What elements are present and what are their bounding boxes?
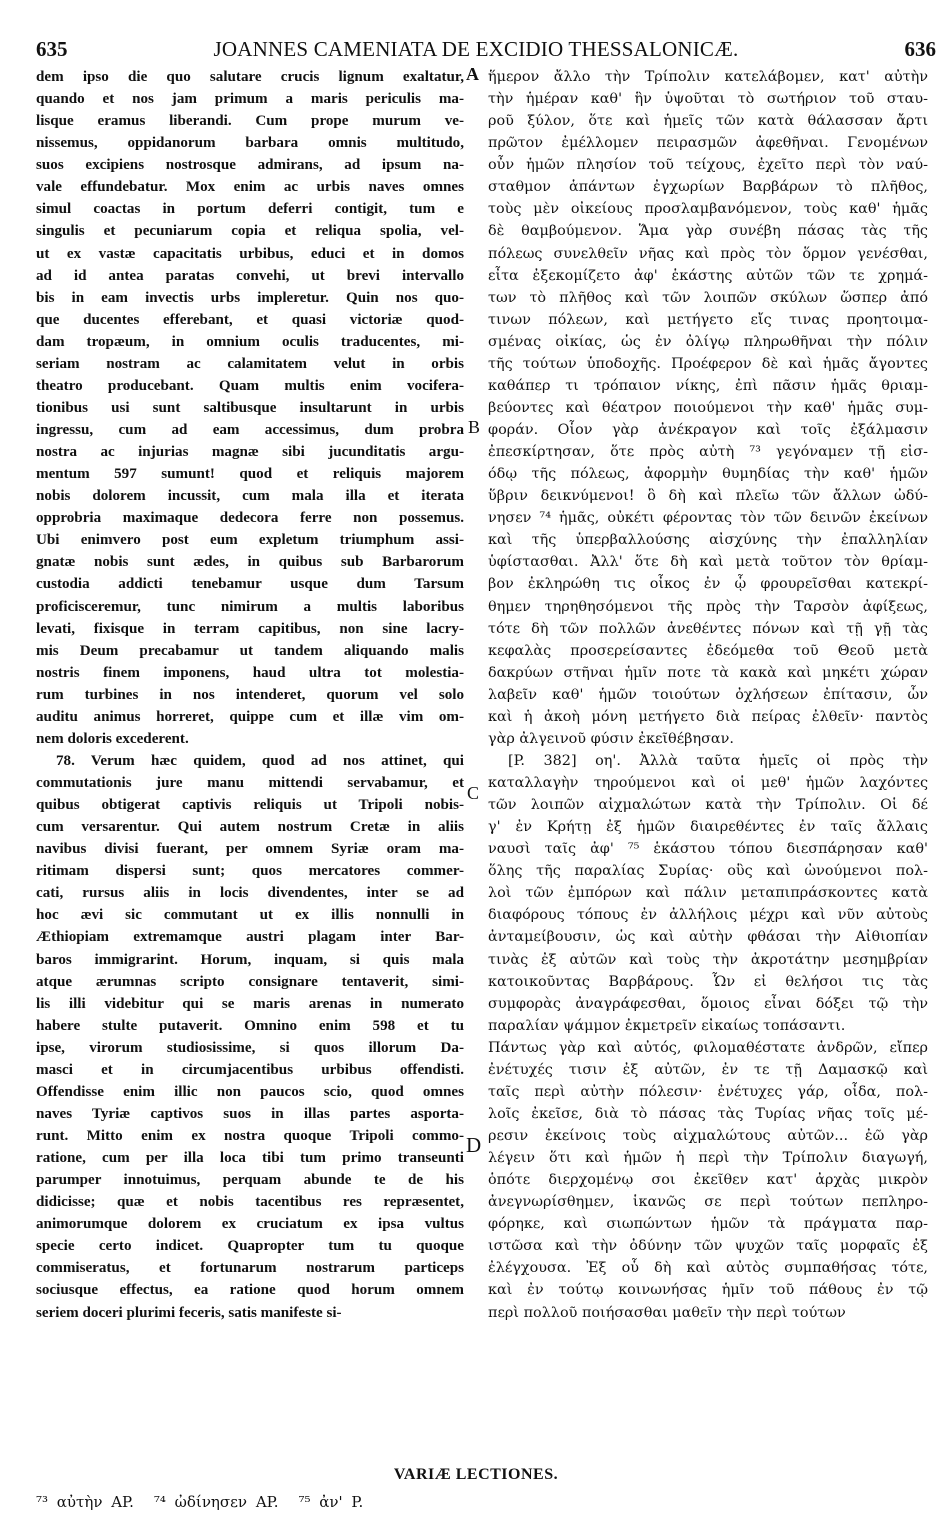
text-line: seriem doceri plurimi feceris, satis manifeste si- xyxy=(36,1304,342,1321)
text-line: τότε δὴ τῶν πολλῶν ἀνεθέντες πόνων καὶ τῇ γῇ τὰς xyxy=(488,620,928,637)
text-line: κεφαλὰς προσερείσαντες ἐδεόμεθα τοῦ Θεοῦ μετὰ xyxy=(488,642,928,659)
text-line: γὰρ ἀλγεινοῦ φύσιν ἐκεῖθέβησαν. xyxy=(488,730,734,747)
text-line: Πάντως γὰρ καὶ αὐτός, φιλομαθέστατε ἀνδρῶν, εἴπερ xyxy=(488,1039,928,1056)
text-line: περὶ πολλοῦ ποιήσασθαι μαθεῖν τὴν περὶ τούτων xyxy=(488,1304,846,1321)
text-line: dam tropæum, in omnium oculis traducentes, mi- xyxy=(36,333,464,350)
text-line: ritimam dispersi sunt; quos mercatores commer- xyxy=(36,863,464,880)
text-line: πρῶτον ἐμέλλομεν πειρασμῶν ἀφεθῆναι. Γενομένων xyxy=(488,135,928,152)
text-line: ιστῶσα καὶ τὴν ὀδύνην τῶν ψυχῶν ταῖς μορφαῖς ἐξ xyxy=(488,1238,928,1255)
text-line: φόρηκε, καὶ σιωπώντων ἡμῶν τὰ πράγματα παρ- xyxy=(488,1216,928,1233)
text-line: ἀνταμείβουσιν, ὡς καὶ αὐτὴν φθάσαι τὴν Αἰθιοπίαν xyxy=(488,929,928,946)
text-line: ὑφίστασθαι. Ἀλλ' ὅτε δὴ καὶ μετὰ τοῦτον τὸν θρίαμ- xyxy=(488,554,928,571)
section-marker-b: B xyxy=(468,417,481,437)
text-line: proficisceremur, tunc nimirum a multis laboribus xyxy=(36,598,464,615)
text-line: πόλεως συνελθεῖν νῆας καὶ πρὸς τὸν ὅρμον γενέσθαι, xyxy=(488,245,928,262)
text-line: commutationis jure manu mittendi servabamur, et xyxy=(36,775,464,791)
text-line: βεύοντες καὶ θέατρον ποιούμενοι τὴν καθ' ἡμᾶς συμ- xyxy=(488,399,928,416)
page-number-left: 635 xyxy=(36,37,68,61)
running-header xyxy=(0,34,952,64)
variae-lectiones-heading: VARIÆ LECTIONES. xyxy=(393,1466,559,1483)
text-line: nostra ac injurias magnæ sibi jucunditatis argu- xyxy=(36,444,464,461)
text-line: καταλλαγὴν τηρούμενοι καὶ οἱ μεθ' ἡμῶν λαχόντες xyxy=(488,775,928,791)
text-line: gnatæ nobis sunt ædes, in quibus sub Barbarorum xyxy=(36,554,464,571)
text-line: nissemus, oppidanorum barbara omnis multitudo, xyxy=(36,135,464,152)
text-line: nostris finem imponens, haud ultra tot molestia- xyxy=(36,664,464,681)
text-line: animorumque dolorem ex cruciatum ex ipsa vultus xyxy=(36,1216,464,1233)
text-line: καθάπερ τι τρόπαιον νίκης, ἐπὶ πᾶσιν ἡμᾶς θριαμ- xyxy=(488,377,928,394)
text-line: baros immigrarint. Horum, inquam, si quis mala xyxy=(36,951,464,968)
text-line: lis illi videbitur qui se maris arenas in numerato xyxy=(36,995,464,1012)
text-line: ρεσιν ἐκείνοις τοὺς αἰχμαλώτους αὐτῶν... ἐῶ γὰρ xyxy=(488,1128,928,1144)
running-title: JOANNES CAMENIATA DE EXCIDIO THESSALONICÆ. xyxy=(213,37,739,61)
text-line: habere stulte putaverit. Omnino enim 598 et tu xyxy=(36,1017,464,1034)
text-line: mentum 597 sumunt! quod et reliquis majorem xyxy=(36,466,464,483)
text-line: nobis dolorem incussit, cum mala illa et iterata xyxy=(36,488,464,505)
text-line: θημεν τηρηθησόμενοι τῆς πρὸς τὴν Ταρσὸν ἀφίξεως, xyxy=(488,598,928,615)
text-line: quando et nos jam primum a maris periculis ma- xyxy=(36,91,464,108)
text-line: δὲ θαμβούμενον. Ἅμα γὰρ συνέβη πάσας τὰς τῆς xyxy=(488,223,928,240)
text-line: καὶ ἐν τούτῳ κοινωνήσας ἡμῖν τοῦ πάθους ἐν τῷ xyxy=(488,1282,928,1299)
text-line: mis Deum precabamur ut tandem aliquando malis xyxy=(36,642,464,659)
text-line: εἶτα ἐξεκομίζετο ἀφ' ἑκάστης αὐτῶν τῶν τε χρημά- xyxy=(488,267,928,284)
text-line: que ducentes efferebant, et quasi victoriæ quod- xyxy=(36,311,464,328)
page-number-right: 636 xyxy=(904,37,936,61)
text-line: lisque eramus liberandi. Cum prope murum ve- xyxy=(36,113,464,130)
text-line: ὁπότε διερχομένῳ σοι ἐκεῖθεν κατ' ἀρχὰς μικρὸν xyxy=(488,1172,928,1189)
text-line: σταθμον ἁπάντων ἐγχωρίων Βαρβάρων τὸ πλῆθος, xyxy=(488,179,928,196)
text-line: συμφορὰς ἀναγράφεσθαι, ὅμοιος εἶναι δόξει τῷ τὴν xyxy=(488,995,928,1012)
text-line: custodia addicti tenebamur usque dum Tarsum xyxy=(36,576,464,593)
text-line: seriam nostram ac calamitatem velut in orbis xyxy=(36,355,464,372)
text-line: λέγειν ὅτι καὶ ἡμῶν ἡ περὶ τὴν Τρίπολιν διαγωγή, xyxy=(488,1150,928,1167)
text-line: τὴν ἡμέραν καθ' ἣν ὑψοῦται τὸ σωτήριον τοῦ σταυ- xyxy=(488,91,928,108)
section-marker-a: A xyxy=(466,64,479,84)
text-line: λοῖς ἐκεῖσε, διὰ τὸ πάσας τὰς Τυρίας νῆας τοῖς μέ- xyxy=(488,1105,928,1122)
text-line: ἐλέγχουσα. Ἐξ οὗ δὴ καὶ αὐτὸς συμπαθήσας τότε, xyxy=(488,1260,928,1277)
footnote: ⁷⁴ ὠδίνησεν AP. xyxy=(153,1493,279,1511)
text-line: σμένας οἰκίας, ὡς ἐν ὀλίγῳ πληρωθῆναι τὴν πόλιν xyxy=(488,333,928,350)
latin-column xyxy=(36,66,464,1324)
text-line: ταῖς περὶ αὐτὴν πόλεσιν· ἐνέτυχες γάρ, οἶδα, πολ- xyxy=(488,1083,928,1100)
text-line: cum versarentur. Qui autem nostrum Cretæ in aliis xyxy=(36,819,464,836)
text-line: cati, rursus aliis in locis divendentes, inter se ad xyxy=(36,885,464,902)
text-line: bis in eam invectis urbs impleretur. Quin nos quo- xyxy=(36,289,464,306)
text-line: hoc ævi sic commutant ut ex illis nonnulli in xyxy=(36,907,464,924)
text-line: singulis et pecuniarum copia et reliqua spolia, vel- xyxy=(36,223,464,240)
text-line: levati, fixisque in terram capitibus, non sine lacry- xyxy=(36,620,464,637)
text-line: νησεν ⁷⁴ ἡμᾶς, οὐκέτι φέροντας τὸν τῶν δεινῶν ἐκείνων xyxy=(488,510,928,527)
text-line: τοὺς μὲν οἰκείους προσλαμβανόμενον, τοὺς καθ' ἡμᾶς xyxy=(488,201,928,218)
text-line: ratione, cum per illa loca tibi tum primo transeunti xyxy=(36,1150,464,1167)
text-line: παραλίαν ψάμμον ἐκμετρεῖν εἰκαίως τοπάσαντι. xyxy=(488,1017,846,1034)
section-marker-c: C xyxy=(467,783,480,803)
text-line: theatro producebant. Quam multis enim vocifera- xyxy=(36,377,464,394)
text-line: των τὸ πλῆθος καὶ τῶν λοιπῶν σκύλων ὥσπερ ἀπό xyxy=(488,289,928,306)
text-line: Ubi enimvero post eum expletum triumphum assi- xyxy=(36,532,464,549)
text-line: nem doloris excederent. xyxy=(36,730,189,747)
text-line: masci et in circumjacentibus urbibus offendisti. xyxy=(36,1061,464,1078)
text-line: ingressu, cum ad eam accessimus, dum probra xyxy=(36,422,464,438)
text-line: ὅλης τῆς παραλίας Συρίας· οὓς καὶ ὠνούμενοι πολ- xyxy=(488,863,928,880)
text-line: didicisse; quæ et nobis tacentibus res repræsentet, xyxy=(36,1194,464,1211)
text-line: ipse, virorum studiosissime, si quos illorum Da- xyxy=(36,1039,464,1056)
text-line: runt. Mitto enim ex nostra quoque Tripoli commo- xyxy=(36,1128,464,1144)
greek-column xyxy=(488,66,928,1324)
text-line: commiseratus, et fortunarum nostrarum particeps xyxy=(36,1260,464,1277)
text-line: ἐπεσκίρτησαν, ὅτε πρὸς αὐτὴ ⁷³ γεγόναμεν τῇ εἰσ- xyxy=(488,444,928,461)
text-line: ὕβριν δεικνύμενοι! ὃ δὴ καὶ πλεῖω τῶν ἄλλων ὠδύ- xyxy=(488,488,928,505)
text-line: ροῦ ξύλον, ὅτε καὶ ἡμεῖς τῶν κατὰ θάλασσαν ἄρτι xyxy=(488,113,928,130)
footnote: ⁷⁵ ἀν' P. xyxy=(298,1493,364,1511)
footnotes xyxy=(36,1493,383,1511)
text-line: όδῳ τῆς πόλεως, ἀφορμὴν θυμηδίας τὴν καθ' ἡμῶν xyxy=(488,466,928,483)
text-line: parumper innotuimus, perquam abunde te de his xyxy=(36,1172,464,1189)
text-line: καὶ τῆς ὑπερβαλλούσης αἰσχύνης τὴν ἐπαλληλίαν xyxy=(488,532,928,549)
text-line: βον ἐκληρώθη τις οἶκος ἐν ᾧ φρουρεῖσθαι κατεκρί- xyxy=(488,576,928,593)
text-line: τινων πόλεων, καὶ μετήγετο εἴς τινας προητοιμα- xyxy=(488,311,928,328)
footnote: ⁷³ αὐτὴν AP. xyxy=(36,1493,134,1511)
text-line: rum turbines in nos intenderet, quorum vel solo xyxy=(36,686,464,703)
text-line: [P. 382] οη'. Ἀλλὰ ταῦτα ἡμεῖς οἱ πρὸς τὴν xyxy=(508,752,928,769)
text-line: Æthiopiam extremamque austri plagam inter Bar- xyxy=(36,929,464,946)
text-line: δακρύων στῆναι ἡμῖν ποτε τὰ κακὰ καὶ μηκέτι χώραν xyxy=(488,664,928,681)
text-line: simul coactas in portum deferri contigit, tum e xyxy=(36,201,464,218)
section-marker-d: D xyxy=(466,1133,482,1157)
text-line: διαφόρους τόπους ἐν ἀλλήλοις μέχρι καὶ νῦν αὐτοὺς xyxy=(488,907,928,924)
text-line: τῆς τούτων ὑποδοχῆς. Προέφερον δὲ καὶ ἡμᾶς ἄγοντες xyxy=(488,355,928,372)
text-line: ἥμερον ἄλλο τὴν Τρίπολιν κατελάβομεν, κατ' αὐτὴν xyxy=(488,69,928,85)
text-line: ναυσὶ ταῖς ἀφ' ⁷⁵ ἑκάστου τόπου διεσπάρησαν καθ' xyxy=(488,841,928,858)
text-line: tionibus usi sunt saltibusque insultarunt in urbis xyxy=(36,399,464,416)
text-line: οὖν ἡμῶν πλησίον τοῦ τείχους, ἐχεῖτο περὶ τὸν ναύ- xyxy=(488,157,928,174)
text-line: φοράν. Οἷον γὰρ ἀνέκραγον καὶ τοῖς ἐξάλμασιν xyxy=(488,422,928,438)
text-line: Offendisse enim illic non paucos scio, quod omnes xyxy=(36,1083,464,1100)
text-line: naves Tyriæ captivos suos in illas partes asporta- xyxy=(36,1105,464,1122)
text-line: ad id antea paratas convehi, ut brevi intervallo xyxy=(36,267,464,284)
text-line: τινὰς ἐξ αὐτῶν καὶ τοὺς τὴν ἀκροτάτην μεσημβρίαν xyxy=(488,951,928,968)
text-line: κατοικοῦντας Βαρβάρους. Ὧν εἰ θελήσοι τις τὰς xyxy=(488,973,928,990)
text-line: λοὶ τῶν ἐμπόρων καὶ πάλιν μεταπιπράσκοντες κατὰ xyxy=(488,885,928,902)
text-line: καὶ ἡ ἀκοὴ μόνη μετήγετο διὰ πείρας ἐλθεῖν· παντὸς xyxy=(488,708,928,725)
text-line: λαβεῖν καθ' ἡμῶν τοιούτων ὀχλήσεων ἐπίτασιν, ὧν xyxy=(488,686,928,703)
text-line: vale effundebatur. Mox enim ac urbis naves omnes xyxy=(36,179,464,196)
text-line: 78. Verum hæc quidem, quod ad nos attinet, qui xyxy=(56,752,464,769)
text-line: atque ærumnas scripto consignare tentaverit, simi- xyxy=(36,973,464,990)
text-line: γ' ἐν Κρήτῃ ἐξ ἡμῶν διαιρεθέντες ἐν ταῖς ἄλλαις xyxy=(488,819,928,836)
text-line: sociusque effectus, ea ratione quod horum omnem xyxy=(36,1282,464,1299)
text-line: dem ipso die quo salutare crucis lignum exaltatur, xyxy=(36,69,464,85)
text-line: navibus divisi fuerant, per omnem Syriæ oram ma- xyxy=(36,841,464,858)
text-line: ut ex vastæ capacitatis urbibus, educi et in domos xyxy=(36,245,464,262)
text-line: τῶν λοιπῶν αἰχμαλώτων κατὰ τὴν Τρίπολιν. Οἱ δέ xyxy=(488,797,928,814)
text-line: ἐνέτυχές τισιν ἐξ αὐτῶν, ἐν τε τῇ Δαμασκῷ καὶ xyxy=(488,1061,928,1078)
text-line: opprobria maximaque dedecora ferre non possemus. xyxy=(36,510,464,527)
text-line: specie certo indicet. Quapropter tum tu quoque xyxy=(36,1238,464,1255)
text-line: ἀνεγνωρίσθημεν, ἱκανῶς σε περὶ τούτων πεπληρο- xyxy=(488,1194,928,1211)
text-line: quibus obtigerat captivis reliquis ut Tripoli nobis- xyxy=(36,797,464,814)
text-line: suos excipiens nostrosque admirans, ad ipsum na- xyxy=(36,157,464,174)
text-line: auditu animus horreret, quippe cum et illæ vim om- xyxy=(36,708,464,725)
